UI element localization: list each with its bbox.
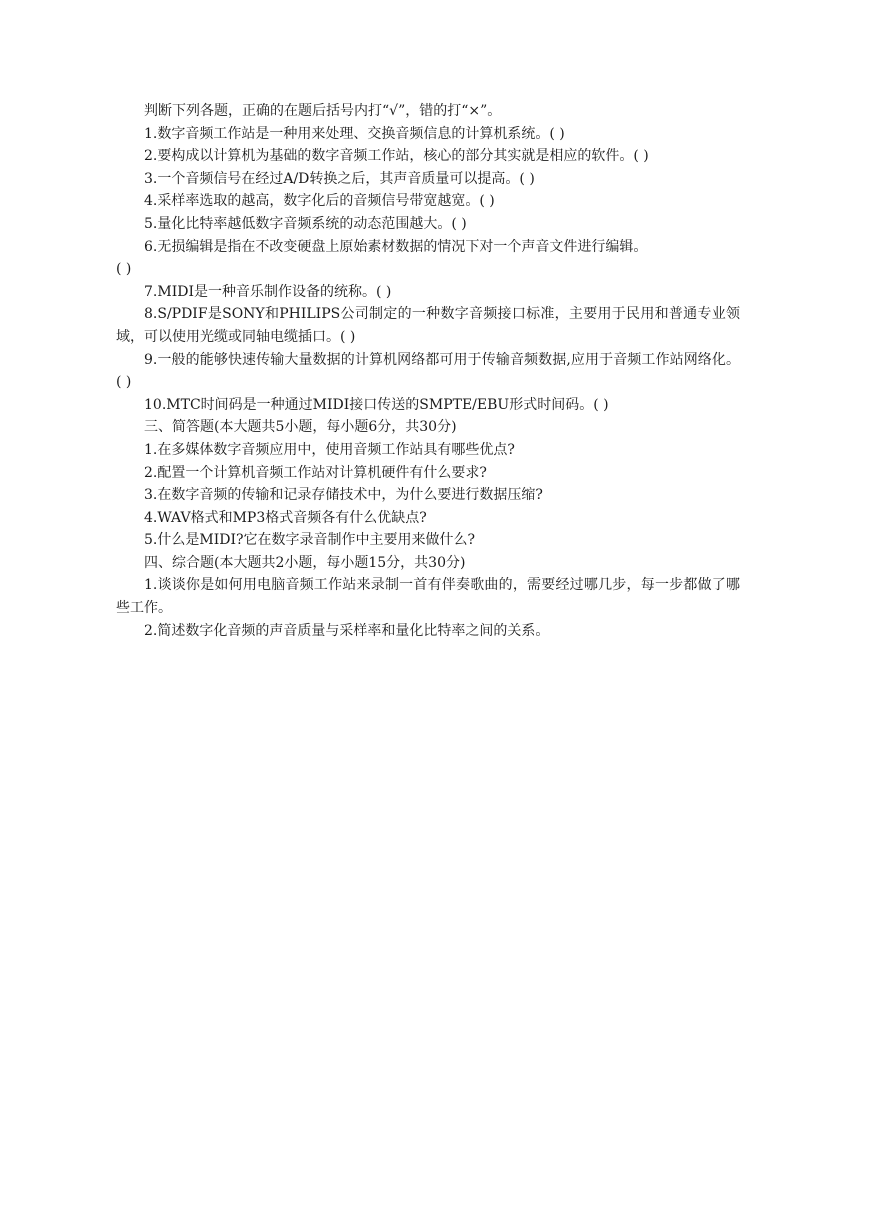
true-false-item-7: 7.MIDI是一种音乐制作设备的统称。( ): [144, 283, 392, 300]
true-false-item-2: 2.要构成以计算机为基础的数字音频工作站，核心的部分其实就是相应的软件。( ): [144, 148, 649, 165]
short-answer-item-1: 1.在多媒体数字音频应用中，使用音频工作站具有哪些优点?: [144, 441, 515, 458]
section-4-heading: 四、综合题(本大题共2小题，每小题15分，共30分): [144, 554, 466, 571]
short-answer-item-2: 2.配置一个计算机音频工作站对计算机硬件有什么要求?: [144, 464, 487, 481]
true-false-item-5: 5.量化比特率越低数字音频系统的动态范围越大。( ): [144, 215, 467, 232]
true-false-item-4: 4.采样率选取的越高，数字化后的音频信号带宽越宽。( ): [144, 193, 495, 210]
instructions: 判断下列各题，正确的在题后括号内打“√”，错的打“×”。: [144, 103, 502, 119]
section-3-heading: 三、简答题(本大题共5小题，每小题6分，共30分): [144, 419, 457, 436]
true-false-item-3: 3.一个音频信号在经过A/D转换之后，其声音质量可以提高。( ): [144, 170, 535, 187]
short-answer-item-3: 3.在数字音频的传输和记录存储技术中，为什么要进行数据压缩?: [144, 487, 543, 504]
comprehensive-item-1: 1.谈谈你是如何用电脑音频工作站来录制一首有伴奏歌曲的，需要经过哪几步，每一步都做了哪些工作。: [116, 577, 740, 617]
short-answer-item-4: 4.WAV格式和MP3格式音频各有什么优缺点?: [144, 509, 427, 526]
short-answer-item-5: 5.什么是MIDI?它在数字录音制作中主要用来做什么?: [144, 532, 475, 549]
true-false-item-9: 9.一般的能够快速传输大量数据的计算机网络都可用于传输音频数据,应用于音频工作站网络化。( ): [116, 351, 740, 391]
comprehensive-item-2: 2.简述数字化音频的声音质量与采样率和量化比特率之间的关系。: [144, 622, 550, 639]
document-body: [116, 100, 740, 642]
true-false-item-8: 8.S/PDIF是SONY和PHILIPS公司制定的一种数字音频接口标准，主要用于民用和普通专业领域，可以使用光缆或同轴电缆插口。( ): [116, 306, 740, 345]
true-false-item-6: 6.无损编辑是指在不改变硬盘上原始素材数据的情况下对一个声音文件进行编辑。: [144, 238, 648, 255]
true-false-item-1: 1.数字音频工作站是一种用来处理、交换音频信息的计算机系统。( ): [144, 125, 565, 142]
true-false-item-6-bracket: ( ): [116, 261, 132, 278]
true-false-item-10: 10.MTC时间码是一种通过MIDI接口传送的SMPTE/EBU形式时间码。( ): [144, 396, 609, 413]
